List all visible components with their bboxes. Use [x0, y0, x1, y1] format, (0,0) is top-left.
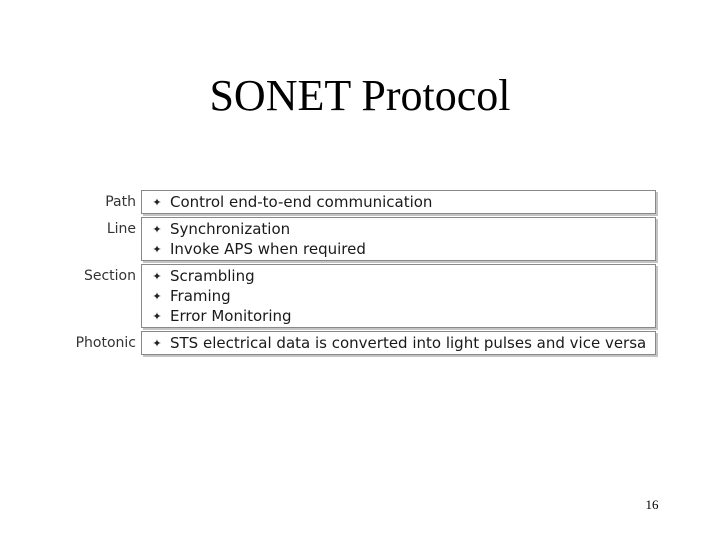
layer-label: Section [83, 268, 136, 284]
four-point-star-icon: ✦ [152, 289, 162, 303]
layer-functions-box [141, 331, 656, 355]
layer-row-line [66, 217, 656, 261]
layer-functions-box [141, 190, 656, 214]
function-text: Synchronization [170, 220, 291, 238]
function-item [150, 239, 651, 259]
function-item [150, 266, 651, 286]
function-item [150, 333, 651, 353]
four-point-star-icon: ✦ [152, 222, 162, 236]
function-text: Invoke APS when required [170, 240, 366, 258]
function-text: Framing [170, 287, 231, 305]
layer-label: Line [106, 221, 136, 237]
layer-row-path [66, 190, 656, 214]
function-text: Error Monitoring [170, 307, 292, 325]
four-point-star-icon: ✦ [152, 309, 162, 323]
four-point-star-icon: ✦ [152, 242, 162, 256]
sonet-layer-table [66, 190, 656, 358]
function-item [150, 306, 651, 326]
layer-label: Photonic [75, 335, 136, 351]
function-text: Control end-to-end communication [170, 193, 433, 211]
layer-functions-box [141, 264, 656, 328]
function-item [150, 219, 651, 239]
function-text: Scrambling [170, 267, 255, 285]
function-item [150, 192, 651, 212]
four-point-star-icon: ✦ [152, 195, 162, 209]
page-number: 16 [645, 497, 659, 512]
layer-label: Path [105, 194, 136, 210]
layer-functions-box [141, 217, 656, 261]
layer-row-section [66, 264, 656, 328]
function-item [150, 286, 651, 306]
layer-row-photonic [66, 331, 656, 355]
four-point-star-icon: ✦ [152, 336, 162, 350]
four-point-star-icon: ✦ [152, 269, 162, 283]
slide-title: SONET Protocol [209, 71, 511, 120]
function-text: STS electrical data is converted into light pulses and vice versa [170, 334, 647, 352]
